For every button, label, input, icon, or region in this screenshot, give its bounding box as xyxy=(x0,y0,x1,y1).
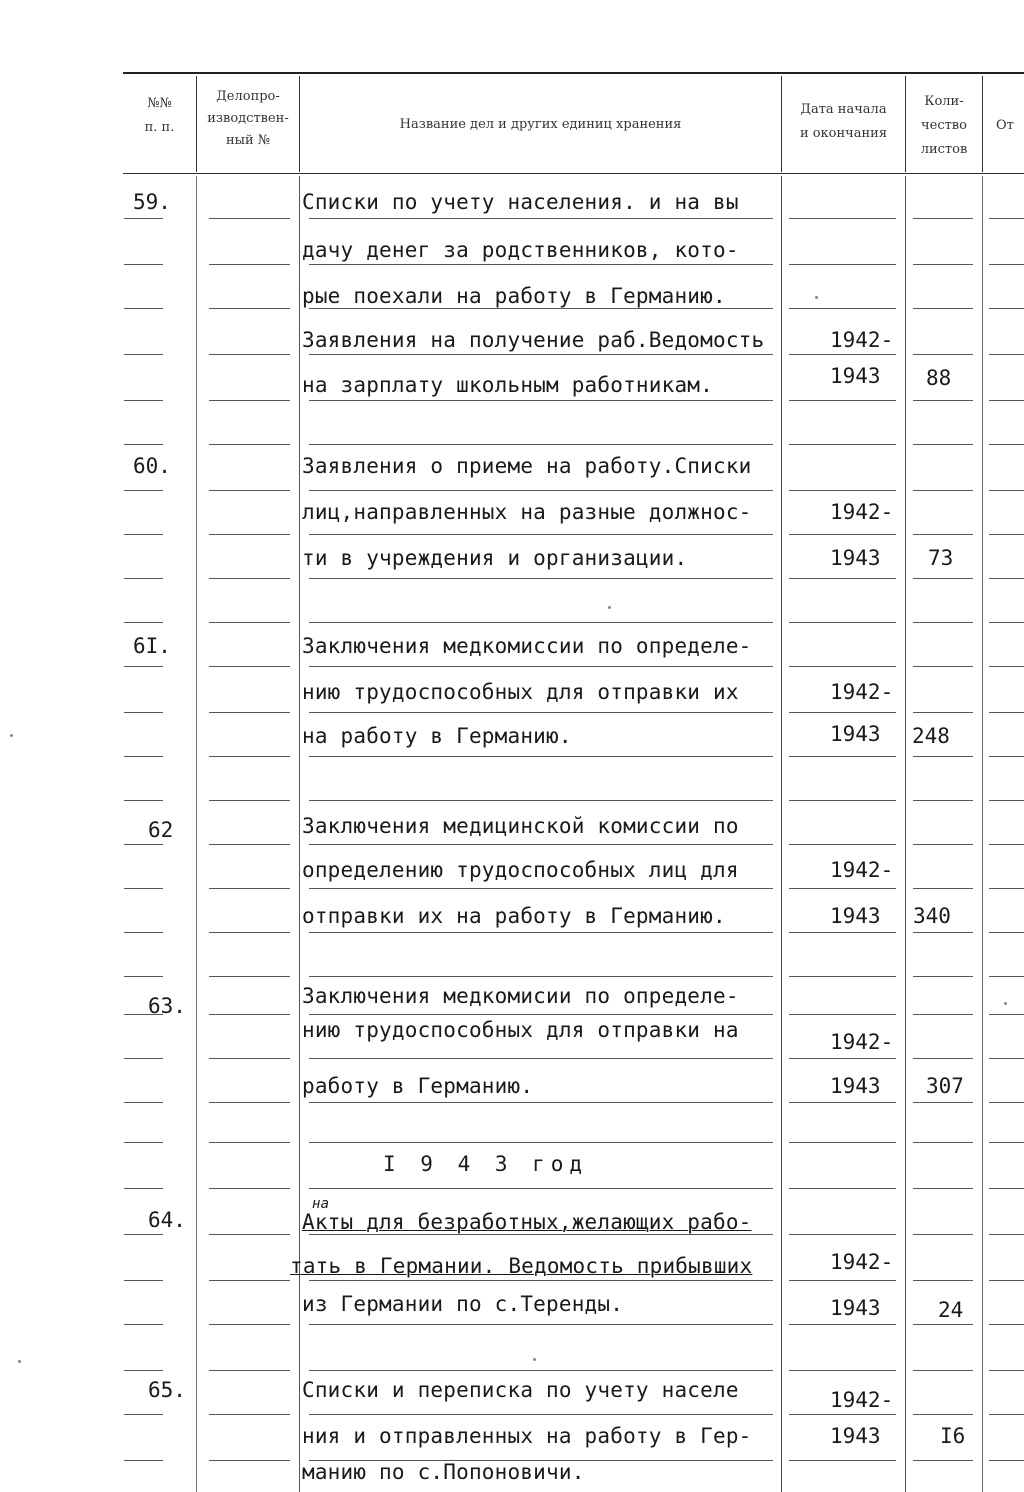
entry-date-start: 1942- xyxy=(830,680,894,704)
entry-number: 6I. xyxy=(133,634,171,658)
entry-number: 62 xyxy=(148,818,174,842)
ruled-line xyxy=(913,1188,973,1189)
ruled-line xyxy=(124,1142,163,1143)
ruled-line xyxy=(209,1280,290,1281)
ruled-line xyxy=(789,218,896,219)
ruled-line xyxy=(789,756,896,757)
ruled-line xyxy=(789,400,896,401)
ruled-line xyxy=(789,1058,896,1059)
ruled-line xyxy=(913,444,973,445)
ruled-line xyxy=(913,1324,973,1325)
ruled-line xyxy=(124,444,163,445)
ruled-line xyxy=(309,308,773,309)
ruled-line xyxy=(309,1280,773,1281)
ruled-line xyxy=(209,1014,290,1015)
scan-speck xyxy=(18,1360,21,1363)
ruled-line xyxy=(124,1370,163,1371)
ruled-line xyxy=(209,264,290,265)
ruled-line xyxy=(913,756,973,757)
entry-sheet-count: 307 xyxy=(926,1074,964,1098)
entry-sheet-count: 73 xyxy=(928,546,954,570)
header-text: Дата начала xyxy=(800,102,887,117)
ruled-line xyxy=(309,1414,773,1415)
entry-title-line: лиц,направленных на разные должнос- xyxy=(302,500,752,524)
ruled-line xyxy=(913,932,973,933)
entry-sheet-count: 88 xyxy=(926,366,952,390)
scan-speck xyxy=(533,1358,536,1361)
entry-title-line: Заключения медкомисии по определе- xyxy=(302,984,739,1008)
ruled-line xyxy=(309,1188,773,1189)
ruled-line xyxy=(209,1414,290,1415)
ruled-line xyxy=(209,1102,290,1103)
entry-title-line: ния и отправленных на работу в Гер- xyxy=(302,1424,752,1448)
ruled-line xyxy=(913,712,973,713)
ruled-line xyxy=(789,1188,896,1189)
scan-speck xyxy=(10,734,13,737)
ruled-line xyxy=(913,1414,973,1415)
ruled-line xyxy=(124,1460,163,1461)
ruled-line xyxy=(789,1102,896,1103)
ruled-line xyxy=(989,800,1024,801)
entry-date-start: 1942- xyxy=(830,500,894,524)
header-text: Коли- xyxy=(924,94,964,109)
header-text: листов xyxy=(920,142,968,157)
ruled-line xyxy=(913,1014,973,1015)
ruled-line xyxy=(124,578,163,579)
entry-title-line: Заключения медицинской комиссии по xyxy=(302,814,739,838)
ruled-line xyxy=(989,622,1024,623)
entry-number: 63. xyxy=(148,994,186,1018)
ruled-line xyxy=(309,264,773,265)
ruled-line xyxy=(989,534,1024,535)
entry-title-line: манию по с.Попоновичи. xyxy=(302,1460,585,1484)
ruled-line xyxy=(913,308,973,309)
ruled-line xyxy=(913,354,973,355)
ruled-line xyxy=(124,712,163,713)
ruled-line xyxy=(209,400,290,401)
entry-title-line: на работу в Германию. xyxy=(302,724,572,748)
ruled-line xyxy=(989,490,1024,491)
ruled-line xyxy=(913,1460,973,1461)
ruled-line xyxy=(913,400,973,401)
ruled-line xyxy=(789,1414,896,1415)
ruled-line xyxy=(789,666,896,667)
ruled-line xyxy=(124,1188,163,1189)
entry-title-line: нию трудоспособных для отправки на xyxy=(302,1018,739,1042)
ruled-line xyxy=(209,1370,290,1371)
entry-date-end: 1943 xyxy=(830,904,881,928)
ruled-line xyxy=(309,756,773,757)
header-text: ный № xyxy=(225,133,271,148)
ruled-line xyxy=(209,888,290,889)
ruled-line xyxy=(309,888,773,889)
ruled-line xyxy=(913,264,973,265)
ruled-line xyxy=(209,1234,290,1235)
ruled-line xyxy=(789,1370,896,1371)
ruled-line xyxy=(209,844,290,845)
header-text: №№ xyxy=(147,96,172,111)
entry-title-line: Акты для безработных,желающих рабо- xyxy=(302,1210,752,1234)
header-col-title xyxy=(300,113,781,137)
ruled-line xyxy=(989,1102,1024,1103)
ruled-line xyxy=(789,578,896,579)
header-col-sheets xyxy=(906,90,982,162)
ruled-line xyxy=(789,1014,896,1015)
ruled-line xyxy=(913,578,973,579)
ruled-line xyxy=(309,490,773,491)
entry-date-start: 1942- xyxy=(830,1388,894,1412)
ruled-line xyxy=(124,1058,163,1059)
ruled-line xyxy=(209,1142,290,1143)
ruled-line xyxy=(913,490,973,491)
ruled-line xyxy=(309,1102,773,1103)
ruled-line xyxy=(309,1014,773,1015)
entry-sheet-count: 24 xyxy=(938,1298,964,1322)
ruled-line xyxy=(789,444,896,445)
ruled-line xyxy=(124,1234,163,1235)
entry-date-end: 1943 xyxy=(830,1424,881,1448)
ruled-line xyxy=(789,1324,896,1325)
header-col-number xyxy=(123,92,196,140)
ruled-line xyxy=(789,976,896,977)
ruled-line xyxy=(209,666,290,667)
entry-title-line: Списки по учету населения. и на вы xyxy=(302,190,739,214)
ruled-line xyxy=(124,1102,163,1103)
header-top-rule xyxy=(123,72,1024,74)
ruled-line xyxy=(913,844,973,845)
ruled-line xyxy=(309,1142,773,1143)
ruled-line xyxy=(309,1370,773,1371)
ruled-line xyxy=(989,1058,1024,1059)
ruled-line xyxy=(789,712,896,713)
ruled-line xyxy=(913,1102,973,1103)
entry-date-start: 1942- xyxy=(830,328,894,352)
ruled-line xyxy=(209,756,290,757)
header-text: изводствен- xyxy=(207,111,289,126)
ruled-line xyxy=(989,666,1024,667)
ruled-line xyxy=(989,1142,1024,1143)
ruled-line xyxy=(209,976,290,977)
ruled-line xyxy=(789,354,896,355)
entry-title-line: ти в учреждения и организации. xyxy=(302,546,688,570)
ruled-line xyxy=(309,400,773,401)
ruled-line xyxy=(913,1058,973,1059)
ruled-line xyxy=(789,1280,896,1281)
ruled-line xyxy=(789,1460,896,1461)
ruled-line xyxy=(209,1324,290,1325)
column-rule xyxy=(905,176,906,1492)
header-divider xyxy=(982,76,983,172)
ruled-line xyxy=(124,976,163,977)
ruled-line xyxy=(789,490,896,491)
entry-title-line: рые поехали на работу в Германию. xyxy=(302,284,726,308)
ruled-line xyxy=(124,1414,163,1415)
ruled-line xyxy=(789,622,896,623)
ruled-line xyxy=(989,976,1024,977)
ruled-line xyxy=(124,756,163,757)
ruled-line xyxy=(989,1324,1024,1325)
ruled-line xyxy=(209,444,290,445)
ruled-line xyxy=(989,1370,1024,1371)
ruled-line xyxy=(209,490,290,491)
ruled-line xyxy=(789,888,896,889)
ruled-line xyxy=(789,844,896,845)
ruled-line xyxy=(124,1280,163,1281)
ruled-line xyxy=(309,1324,773,1325)
entry-title-line: дачу денег за родственников, кото- xyxy=(302,238,739,262)
ruled-line xyxy=(989,1460,1024,1461)
ruled-line xyxy=(913,1370,973,1371)
entry-title-line: из Германии по с.Теренды. xyxy=(302,1292,624,1316)
scan-speck xyxy=(1004,1002,1007,1005)
ruled-line xyxy=(989,400,1024,401)
entry-number: 65. xyxy=(148,1378,186,1402)
ruled-line xyxy=(913,800,973,801)
ruled-line xyxy=(913,534,973,535)
ruled-line xyxy=(124,400,163,401)
scan-speck xyxy=(815,296,818,299)
ruled-line xyxy=(789,1234,896,1235)
column-rule xyxy=(299,176,300,1492)
ruled-line xyxy=(989,1414,1024,1415)
ruled-line xyxy=(209,534,290,535)
ruled-line xyxy=(124,622,163,623)
entry-title-line: работу в Германию. xyxy=(302,1074,534,1098)
ruled-line xyxy=(989,844,1024,845)
ruled-line xyxy=(989,712,1024,713)
ruled-line xyxy=(309,666,773,667)
entry-sheet-count: 340 xyxy=(913,904,951,928)
handwritten-insertion: на xyxy=(312,1196,330,1212)
column-rule xyxy=(196,176,197,1492)
header-text: От xyxy=(996,118,1014,133)
column-rule xyxy=(982,176,983,1492)
ruled-line xyxy=(124,490,163,491)
header-text: Название дел и других единиц хранения xyxy=(399,117,682,132)
entry-sheet-count: I6 xyxy=(940,1424,966,1448)
entry-date-end: 1943 xyxy=(830,546,881,570)
ruled-line xyxy=(309,932,773,933)
ruled-line xyxy=(989,308,1024,309)
ruled-line xyxy=(124,932,163,933)
header-text: чество xyxy=(921,118,967,133)
header-bottom-rule xyxy=(123,173,1024,174)
ruled-line xyxy=(989,264,1024,265)
entry-date-end: 1943 xyxy=(830,722,881,746)
entry-number: 64. xyxy=(148,1208,186,1232)
ruled-line xyxy=(789,264,896,265)
ruled-line xyxy=(124,844,163,845)
ruled-line xyxy=(309,534,773,535)
ruled-line xyxy=(989,1234,1024,1235)
ruled-line xyxy=(309,354,773,355)
entry-number: 60. xyxy=(133,454,171,478)
ruled-line xyxy=(209,354,290,355)
ruled-line xyxy=(789,1142,896,1143)
entry-date-start: 1942- xyxy=(830,858,894,882)
entry-title-line: на зарплату школьным работникам. xyxy=(302,373,713,397)
ruled-line xyxy=(124,354,163,355)
ruled-line xyxy=(913,1280,973,1281)
entry-number: 59. xyxy=(133,190,171,214)
ruled-line xyxy=(124,666,163,667)
ruled-line xyxy=(989,354,1024,355)
year-heading: I 9 4 3 год xyxy=(383,1152,589,1176)
ruled-line xyxy=(209,1188,290,1189)
column-rule xyxy=(781,176,782,1492)
ruled-line xyxy=(309,712,773,713)
ruled-line xyxy=(309,578,773,579)
ruled-line xyxy=(124,1324,163,1325)
ruled-line xyxy=(209,800,290,801)
scan-speck xyxy=(608,606,611,609)
entry-title-line: Заявления о приеме на работу.Списки xyxy=(302,454,752,478)
header-col-office-number xyxy=(197,86,299,152)
ruled-line xyxy=(209,218,290,219)
entry-date-end: 1943 xyxy=(830,364,881,388)
entry-title-line: тать в Германии. Ведомость прибывших xyxy=(290,1254,753,1278)
ruled-line xyxy=(209,712,290,713)
ruled-line xyxy=(789,800,896,801)
ruled-line xyxy=(124,218,163,219)
ruled-line xyxy=(913,666,973,667)
ruled-line xyxy=(913,888,973,889)
ruled-line xyxy=(989,1188,1024,1189)
entry-date-end: 1943 xyxy=(830,1296,881,1320)
ruled-line xyxy=(209,578,290,579)
header-text: и окончания xyxy=(799,126,888,141)
ruled-line xyxy=(989,218,1024,219)
ruled-line xyxy=(989,932,1024,933)
ruled-line xyxy=(913,622,973,623)
ruled-line xyxy=(309,1058,773,1059)
ruled-line xyxy=(789,932,896,933)
entry-title-line: Списки и переписка по учету населе xyxy=(302,1378,739,1402)
entry-title-line: определению трудоспособных лиц для xyxy=(302,858,739,882)
ruled-line xyxy=(309,218,773,219)
ruled-line xyxy=(309,444,773,445)
ruled-line xyxy=(989,888,1024,889)
ruled-line xyxy=(789,534,896,535)
ruled-line xyxy=(209,308,290,309)
ruled-line xyxy=(209,932,290,933)
entry-title-line: нию трудоспособных для отправки их xyxy=(302,680,739,704)
ruled-line xyxy=(989,756,1024,757)
ruled-line xyxy=(789,308,896,309)
ruled-line xyxy=(309,844,773,845)
ruled-line xyxy=(913,1234,973,1235)
ruled-line xyxy=(209,1460,290,1461)
ruled-line xyxy=(989,1280,1024,1281)
ruled-line xyxy=(989,578,1024,579)
entry-sheet-count: 248 xyxy=(912,724,950,748)
ruled-line xyxy=(309,976,773,977)
entry-title-line: отправки их на работу в Германию. xyxy=(302,904,726,928)
ruled-line xyxy=(989,444,1024,445)
entry-title-line: Заявления на получение раб.Ведомость xyxy=(302,328,765,352)
ruled-line xyxy=(309,622,773,623)
header-text: Делопро- xyxy=(216,89,280,104)
entry-date-end: 1943 xyxy=(830,1074,881,1098)
entry-date-start: 1942- xyxy=(830,1250,894,1274)
ruled-line xyxy=(124,264,163,265)
ruled-line xyxy=(913,218,973,219)
ruled-line xyxy=(209,622,290,623)
header-col-extra xyxy=(996,114,1024,138)
ruled-line xyxy=(124,888,163,889)
entry-title-line: Заключения медкомиссии по определе- xyxy=(302,634,752,658)
ruled-line xyxy=(209,1058,290,1059)
entry-date-start: 1942- xyxy=(830,1030,894,1054)
header-text: п. п. xyxy=(144,120,175,135)
ruled-line xyxy=(124,308,163,309)
ruled-line xyxy=(989,1014,1024,1015)
ruled-line xyxy=(309,1234,773,1235)
ruled-line xyxy=(913,1142,973,1143)
header-col-dates xyxy=(782,98,905,146)
ruled-line xyxy=(913,976,973,977)
ruled-line xyxy=(124,534,163,535)
ruled-line xyxy=(124,800,163,801)
ruled-line xyxy=(309,800,773,801)
